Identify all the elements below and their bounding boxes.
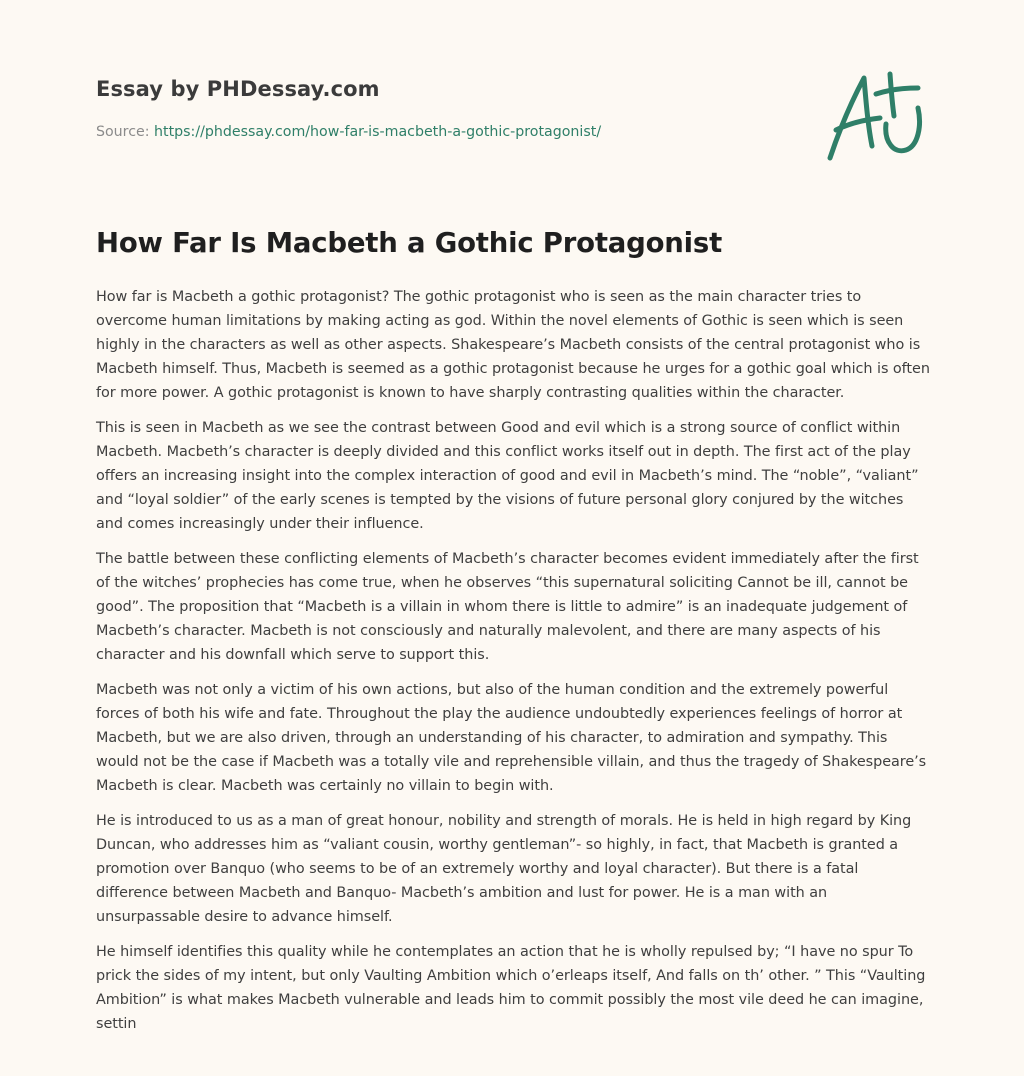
essay-paragraph: This is seen in Macbeth as we see the contrast between Good and evil which is a strong source of conflict within Macbeth. Macbeth’s character is deeply divided and this conflict works itself out in depth. The first act of the play offers an increasing insight into the complex interaction of good and evil in Macbeth’s mind. The “noble”, “valiant” and “loyal soldier” of the early scenes is tempted by the visions of future personal glory conjured by the witches and comes increasingly under their influence. — [96, 420, 919, 532]
source-link[interactable]: https://phdessay.com/how-far-is-macbeth-a-gothic-protagonist/ — [154, 124, 602, 140]
essay-paragraph: The battle between these conflicting elements of Macbeth’s character becomes evident immediately after the first of the witches’ prophecies has come true, when he observes “this supernatural soliciting Cannot be ill, cannot be good”. The proposition that “Macbeth is a villain in whom there is little to admire” is an inadequate judgement of Macbeth’s character. Macbeth is not consciously and naturally malevolent, and there are many aspects of his character and his downfall which serve to support this. — [96, 551, 919, 663]
site-brand: Essay by PHDessay.com — [96, 77, 380, 101]
source-label: Source: — [96, 124, 155, 140]
source-line — [96, 124, 601, 140]
a-plus-grade-icon — [824, 68, 928, 164]
essay-paragraph: He himself identifies this quality while he contemplates an action that he is wholly repulsed by; “I have no spur To prick the sides of my intent, but only Vaulting Ambition which o’erleaps itself, And falls on th’ other. ” This “Vaulting Ambition” is what makes Macbeth vulnerable and leads him to commit possibly the most vile deed he can imagine, settin — [96, 944, 926, 1032]
essay-paragraph: How far is Macbeth a gothic protagonist? The gothic protagonist who is seen as the main character tries to overcome human limitations by making acting as god. Within the novel elements of Gothic is seen which is seen highly in the characters as well as other aspects. Shakespeare’s Macbeth consists of the central protagonist who is Macbeth himself. Thus, Macbeth is seemed as a gothic protagonist because he urges for a gothic goal which is often for more power. A gothic protagonist is known to have sharply contrasting qualities within the character. — [96, 289, 930, 401]
essay-paragraph: He is introduced to us as a man of great honour, nobility and strength of morals. He is held in high regard by King Duncan, who addresses him as “valiant cousin, worthy gentleman”- so highly, in fact, that Macbeth is granted a promotion over Banquo (who seems to be of an extremely worthy and loyal character). But there is a fatal difference between Macbeth and Banquo- Macbeth’s ambition and lust for power. He is a man with an unsurpassable desire to advance himself. — [96, 813, 912, 925]
essay-paragraph: Macbeth was not only a victim of his own actions, but also of the human condition and the extremely powerful forces of both his wife and fate. Throughout the play the audience undoubtedly experiences feelings of horror at Macbeth, but we are also driven, through an understanding of his character, to admiration and sympathy. This would not be the case if Macbeth was a totally vile and reprehensible villain, and thus the tragedy of Shakespeare’s Macbeth is clear. Macbeth was certainly no villain to begin with. — [96, 682, 927, 794]
essay-body — [96, 285, 932, 1047]
essay-title: How Far Is Macbeth a Gothic Protagonist — [96, 227, 723, 259]
